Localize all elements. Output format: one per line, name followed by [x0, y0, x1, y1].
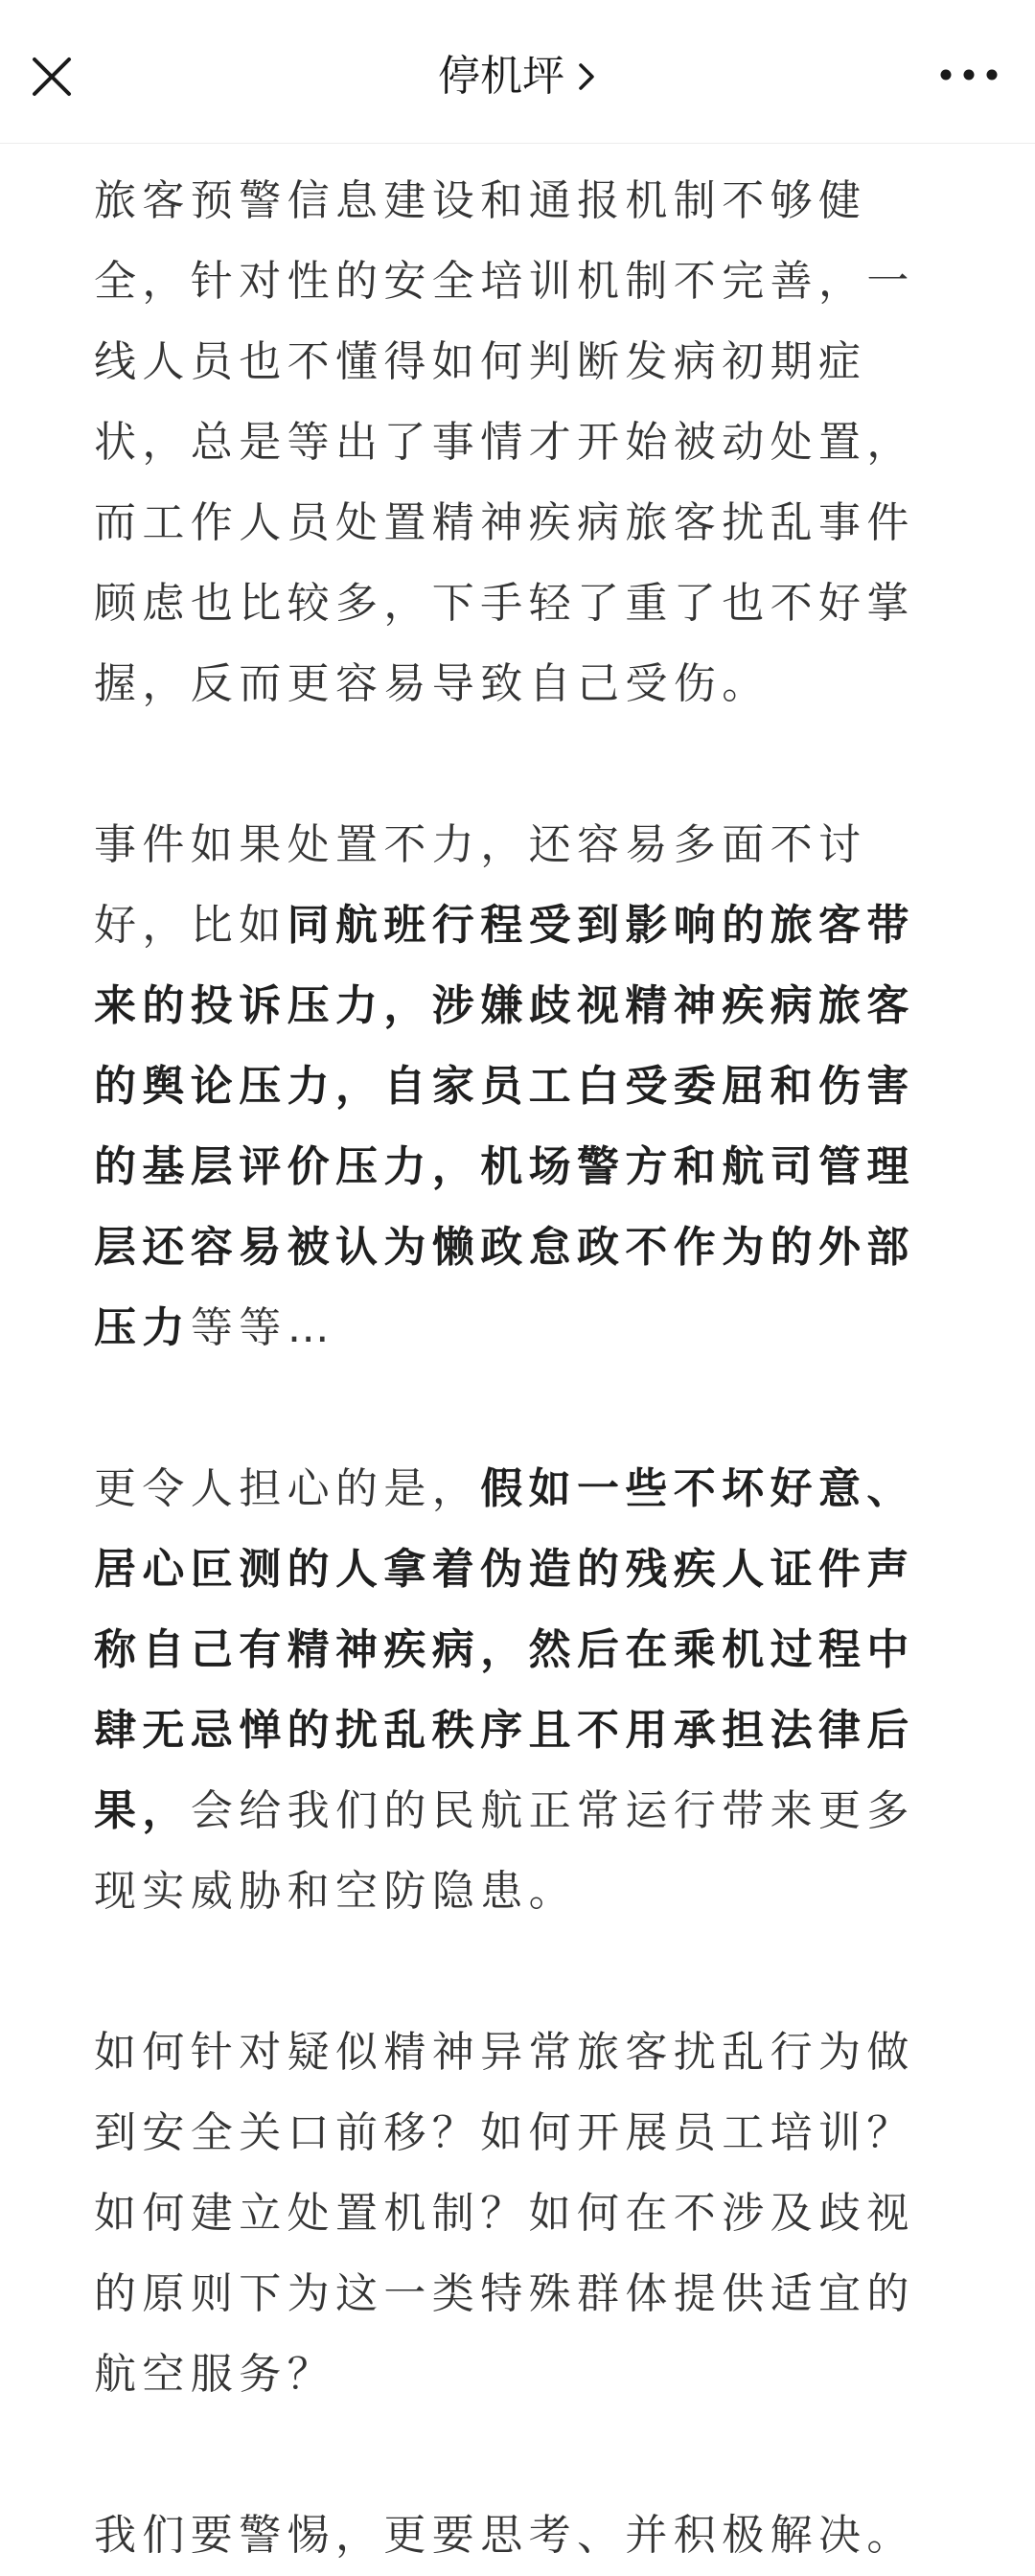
account-title-link[interactable] — [438, 50, 597, 104]
chevron-right-icon — [576, 60, 597, 93]
text-segment: 会给我们的民航正常运行带来更多现实威胁和空防隐患。 — [94, 1786, 915, 1916]
more-options-button[interactable] — [935, 56, 1002, 94]
more-horizontal-icon — [935, 56, 1002, 94]
bold-text-segment: 假如一些不坏好意、居心叵测的人拿着伪造的残疾人证件声称自己有精神疾病，然后在乘机过程中肆无忌惮的扰乱秩序且不用承担法律后果， — [94, 1464, 915, 1835]
text-segment: 旅客预警信息建设和通报机制不够健全，针对性的安全培训机制不完善，一线人员也不懂得如何判断发病初期症状，总是等出了事情才开始被动处置，而工作人员处置精神疾病旅客扰乱事件顾虑也比较多，下手轻了重了也不好掌握，反而更容易导致自己受伤。 — [94, 176, 915, 708]
text-segment: 更令人担心的是， — [94, 1464, 481, 1513]
account-title: 停机坪 — [438, 52, 564, 101]
article-paragraph — [94, 1449, 941, 1932]
text-segment: 如何针对疑似精神异常旅客扰乱行为做到安全关口前移？如何开展员工培训？如何建立处置机制？如何在不涉及歧视的原则下为这一类特殊群体提供适宜的航空服务？ — [94, 2028, 915, 2399]
text-segment: 我们要警惕，更要思考、并积极解决。 — [94, 2511, 915, 2560]
top-nav-bar — [0, 0, 1035, 144]
bold-text-segment: 同航班行程受到影响的旅客带来的投诉压力，涉嫌歧视精神疾病旅客的舆论压力，自家员工白受委屈和伤害的基层评价压力，机场警方和航司管理层还容易被认为懒政怠政不作为的外部压力 — [94, 901, 915, 1352]
text-segment: 等等… — [190, 1303, 336, 1352]
article-paragraph — [94, 161, 941, 724]
text-segment: 事件如果处置不力，还容易多面不讨好，比如 — [94, 820, 867, 950]
article-paragraph — [94, 2012, 941, 2415]
article-paragraph — [94, 2496, 941, 2576]
article-paragraph — [94, 805, 941, 1368]
article-body — [94, 161, 941, 2576]
